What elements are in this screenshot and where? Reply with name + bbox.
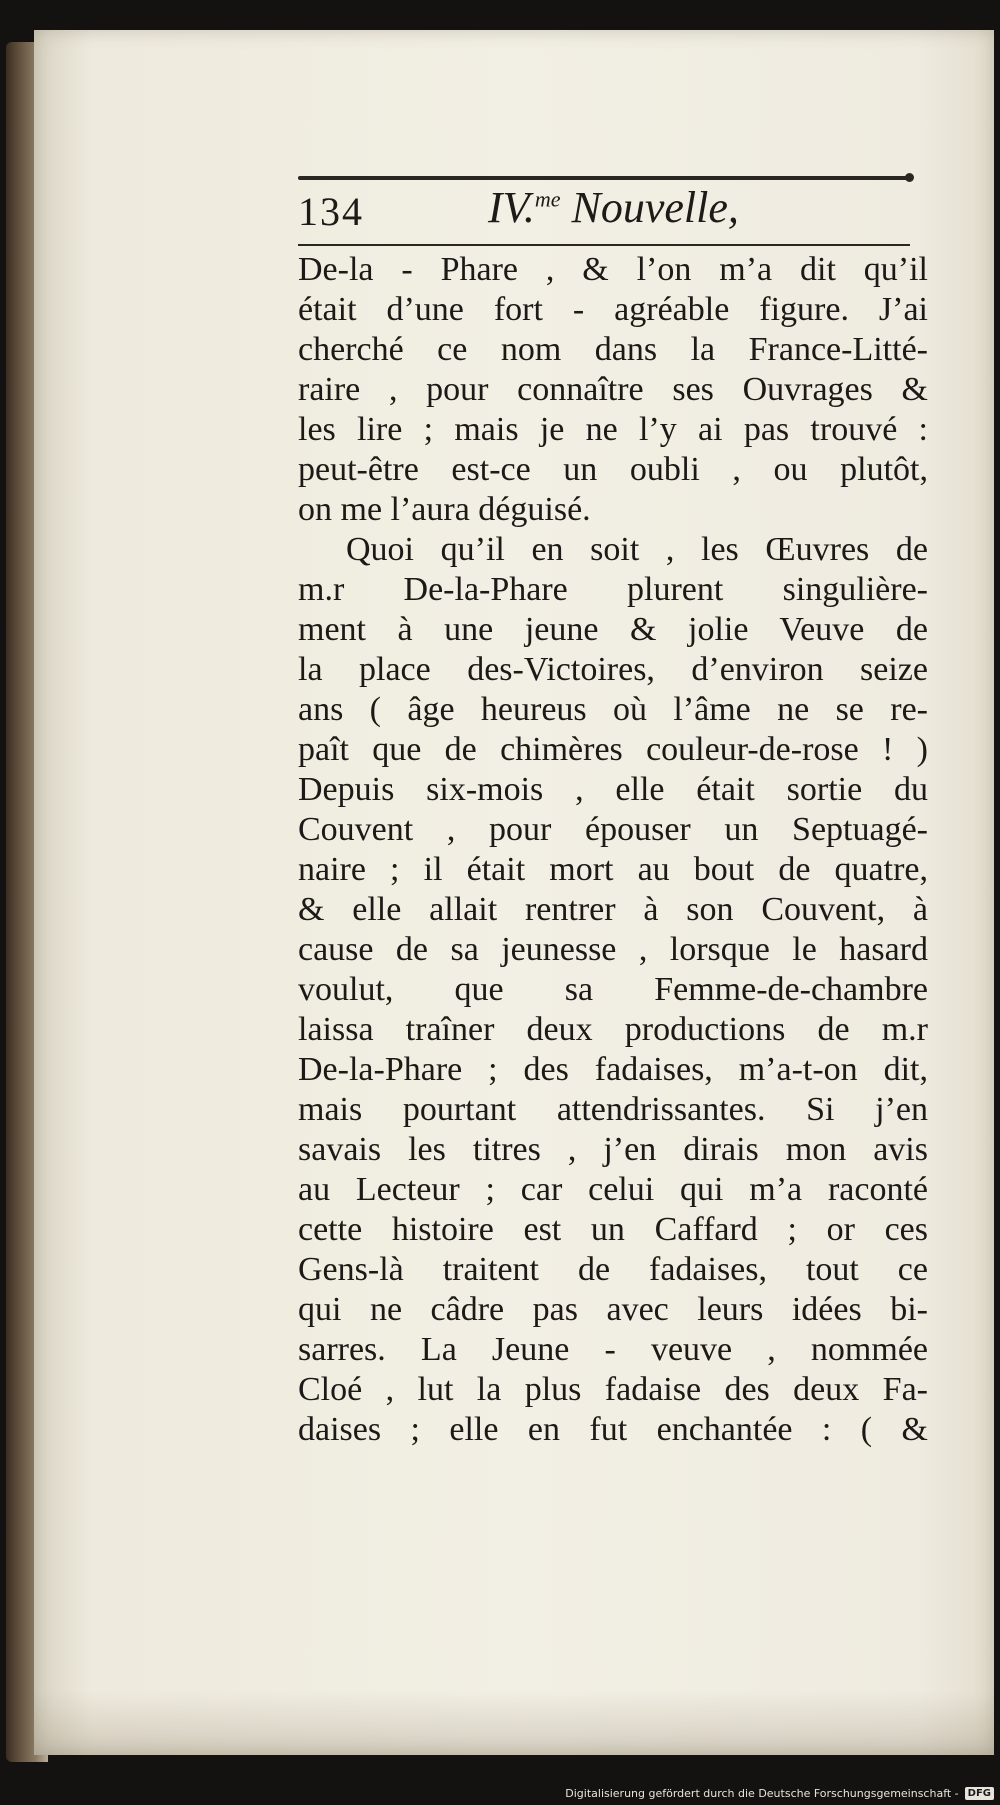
page-shadow — [34, 1690, 994, 1755]
body-text — [298, 250, 928, 1450]
text-line: on me l’aura déguisé. — [298, 491, 591, 528]
running-title-word: Nouvelle, — [560, 183, 739, 232]
header-rule-top — [298, 176, 910, 180]
text-line: De-la-Phare ; des fadaises, m’a-t-on dit, — [298, 1051, 928, 1088]
text-line: paît que de chimères couleur-de-rose ! ) — [298, 731, 928, 768]
digitization-footer — [565, 1783, 994, 1803]
text-line: les lire ; mais je ne l’y ai pas trouvé : — [298, 411, 928, 448]
text-line: voulut, que sa Femme-de-chambre — [298, 971, 928, 1008]
text-line: cherché ce nom dans la France-Litté- — [298, 331, 928, 368]
text-line: peut-être est-ce un oubli , ou plutôt, — [298, 451, 928, 488]
text-line: Cloé , lut la plus fadaise des deux Fa- — [298, 1371, 928, 1408]
text-line: De-la - Phare , & l’on m’a dit qu’il — [298, 251, 928, 288]
text-line: ans ( âge heureus où l’âme ne se re- — [298, 691, 928, 728]
page-number: 134 — [298, 189, 364, 234]
running-title-superscript: me — [534, 186, 561, 212]
text-line: m.r De-la-Phare plurent singulière- — [298, 571, 928, 608]
text-line: Couvent , pour épouser un Septuagé- — [298, 811, 928, 848]
text-line: sarres. La Jeune - veuve , nommée — [298, 1331, 928, 1368]
text-line: Depuis six-mois , elle était sortie du — [298, 771, 928, 808]
text-line: la place des-Victoires, d’environ seize — [298, 651, 928, 688]
text-line: Quoi qu’il en soit , les Œuvres de — [346, 531, 928, 568]
text-line: savais les titres , j’en dirais mon avis — [298, 1131, 928, 1168]
header-rule-bottom — [298, 244, 910, 246]
dfg-logo: DFG — [965, 1787, 994, 1800]
footer-credit: Digitalisierung gefördert durch die Deutsche Forschungsgemeinschaft - — [565, 1786, 959, 1800]
running-title — [488, 182, 739, 233]
text-line: naire ; il était mort au bout de quatre, — [298, 851, 928, 888]
text-line: au Lecteur ; car celui qui m’a raconté — [298, 1171, 928, 1208]
text-line: daises ; elle en fut enchantée : ( & — [298, 1411, 928, 1448]
running-head — [298, 182, 910, 242]
text-line: était d’une fort - agréable figure. J’ai — [298, 291, 928, 328]
text-line: ment à une jeune & jolie Veuve de — [298, 611, 928, 648]
text-line: & elle allait rentrer à son Couvent, à — [298, 891, 928, 928]
running-title-numeral: IV. — [488, 183, 535, 232]
text-line: mais pourtant attendrissantes. Si j’en — [298, 1091, 928, 1128]
text-line: raire , pour connaître ses Ouvrages & — [298, 371, 928, 408]
text-line: qui ne câdre pas avec leurs idées bi- — [298, 1291, 928, 1328]
text-line: cause de sa jeunesse , lorsque le hasard — [298, 931, 928, 968]
text-line: laissa traîner deux productions de m.r — [298, 1011, 928, 1048]
text-line: cette histoire est un Caffard ; or ces — [298, 1211, 928, 1248]
text-line: Gens-là traitent de fadaises, tout ce — [298, 1251, 928, 1288]
